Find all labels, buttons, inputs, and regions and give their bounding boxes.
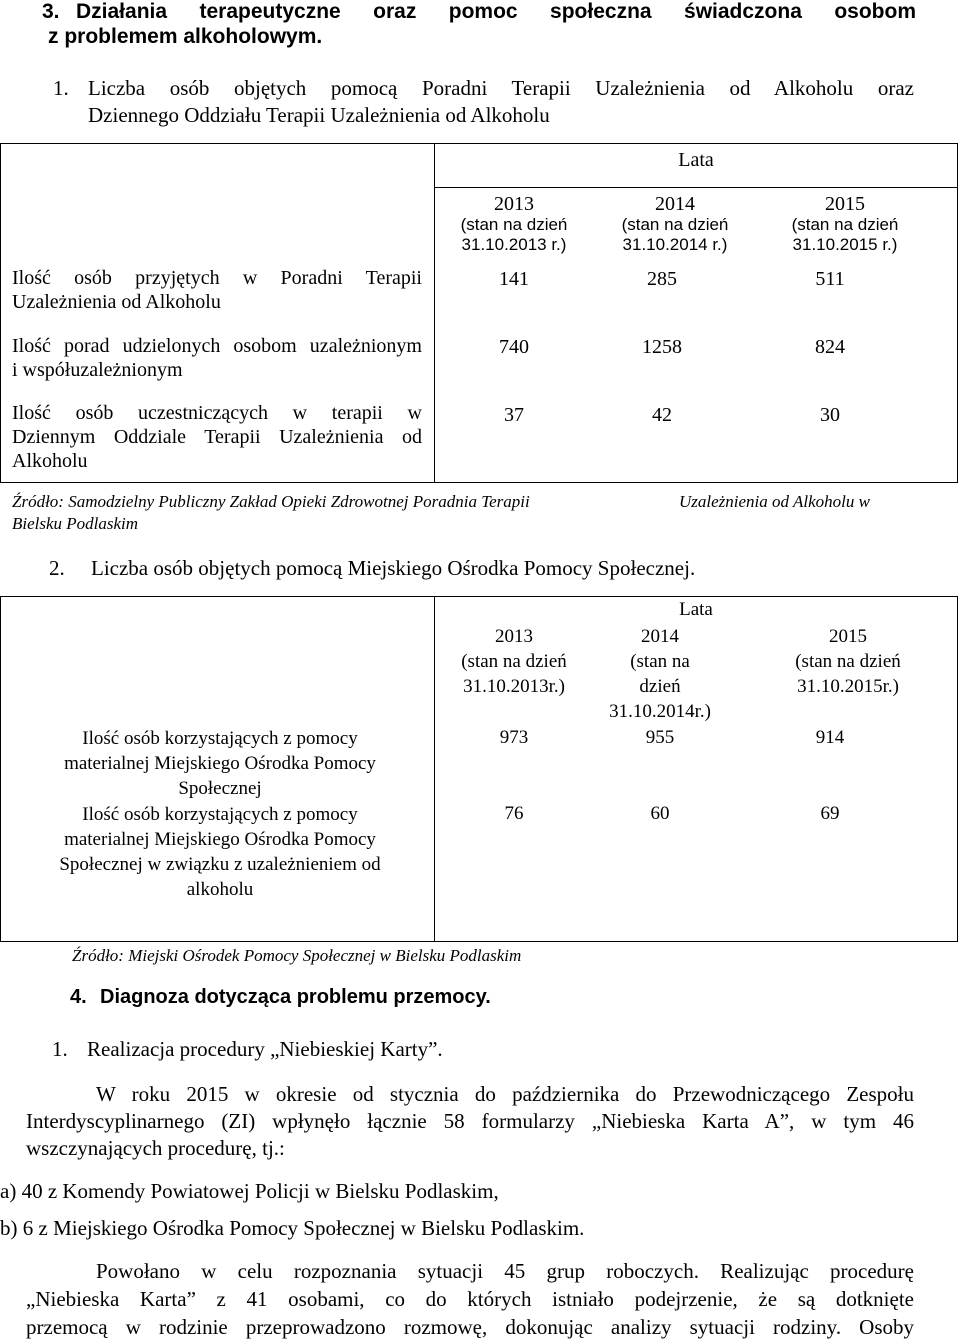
- list-item-b: b) 6 z Miejskiego Ośrodka Pomocy Społecznej w Bielsku Podlaskim.: [0, 1216, 585, 1240]
- label-line: Ilość osób uczestniczących w terapii w: [12, 402, 422, 424]
- year-stan: (stan na dzień: [791, 215, 899, 234]
- table2-row2-2015: 69: [820, 803, 840, 824]
- table1-row1-2014: 285: [647, 268, 677, 290]
- table2-row1-label: [10, 726, 430, 801]
- year-label: 2015: [825, 193, 865, 215]
- section-4-sub-number: 1.: [52, 1037, 68, 1061]
- label-line: Ilość osób korzystających z pomocy: [82, 728, 358, 749]
- year-line: 2014: [641, 626, 679, 647]
- table1-caption-number: 1.: [53, 76, 69, 100]
- section-4-title: Diagnoza dotycząca problemu przemocy.: [100, 986, 491, 1008]
- paragraph-1: [26, 1081, 914, 1162]
- section-3-heading: [42, 0, 916, 24]
- section-4-sub-title: Realizacja procedury „Niebieskiej Karty”.: [87, 1037, 443, 1061]
- year-date: 31.10.2015 r.): [792, 235, 898, 254]
- table2-row1-2013: 973: [499, 727, 529, 748]
- table1-year-2013: [444, 193, 584, 255]
- year-line: 31.10.2015r.): [797, 676, 899, 697]
- year-line: (stan na dzień: [795, 651, 901, 672]
- year-line: 31.10.2014r.): [609, 701, 711, 722]
- table1-row3-label: [12, 401, 422, 473]
- year-stan: (stan na dzień: [621, 215, 729, 234]
- table1-row2-2013: 740: [499, 336, 529, 358]
- table1-lata-header: Lata: [678, 149, 714, 171]
- para-line: przemocą w rodzinie przeprowadzono rozmowę, dokonując analizy sytuacji rodziny. Osoby: [26, 1315, 914, 1339]
- year-line: (stan na: [630, 651, 690, 672]
- table1-row2-2014: 1258: [642, 336, 682, 358]
- table1-year-2014: [600, 193, 750, 255]
- table2-caption-number: 2.: [49, 556, 65, 580]
- table2-row2-label: [10, 802, 430, 902]
- table1-caption-line1: Liczba osób objętych pomocą Poradni Terapii Uzależnienia od Alkoholu oraz: [88, 76, 914, 100]
- para-line: wszczynających procedurę, tj.:: [26, 1136, 285, 1160]
- table1-row1-2015: 511: [815, 268, 845, 290]
- table1-year-2015: [770, 193, 920, 255]
- table2-row2-2014: 60: [650, 803, 670, 824]
- section-3-number: 3.: [42, 0, 60, 23]
- paragraph-2: [26, 1257, 914, 1341]
- list-item-a: a) 40 z Komendy Powiatowej Policji w Bielsku Podlaskim,: [0, 1179, 499, 1203]
- table1-row1-2013: 141: [499, 268, 529, 290]
- label-line: Społecznej w związku z uzależnieniem od: [59, 854, 381, 875]
- year-label: 2014: [655, 193, 695, 215]
- table1-row2-2015: 824: [815, 336, 845, 358]
- table2-row2-2013: 76: [504, 803, 524, 824]
- year-line: 31.10.2013r.): [463, 676, 565, 697]
- para-line: „Niebieska Karta” z 41 osobami, co do których istniało podejrzenie, że są dotknięte: [26, 1287, 914, 1311]
- table2-year-2013: [444, 624, 584, 699]
- label-line: Uzależnienia od Alkoholu: [12, 291, 221, 313]
- label-line: i współuzależnionym: [12, 359, 183, 381]
- label-line: materialnej Miejskiego Ośrodka Pomocy: [64, 753, 376, 774]
- table1-row3-2015: 30: [820, 404, 840, 426]
- para-line: W roku 2015 w okresie od stycznia do października do Przewodniczącego Zespołu: [96, 1082, 914, 1106]
- label-line: Dziennym Oddziale Terapii Uzależnienia od: [12, 426, 422, 448]
- table1-source-line1: Źródło: Samodzielny Publiczny Zakład Opieki Zdrowotnej Poradnia Terapii: [12, 492, 530, 511]
- para-line: Powołano w celu rozpoznania sytuacji 45 grup roboczych. Realizując procedurę: [96, 1259, 914, 1283]
- table1-caption-line2: Dziennego Oddziału Terapii Uzależnienia od Alkoholu: [88, 103, 550, 127]
- table2-row1-2014: 955: [645, 727, 675, 748]
- label-line: Społecznej: [178, 778, 262, 799]
- table2-source: Źródło: Miejski Ośrodek Pomocy Społecznej w Bielsku Podlaskim: [72, 946, 522, 965]
- section-3-title-line1: Działania terapeutyczne oraz pomoc społeczna świadczona osobom: [76, 0, 916, 23]
- label-line: Ilość osób korzystających z pomocy: [82, 804, 358, 825]
- table1-row2-label: [12, 334, 422, 382]
- year-date: 31.10.2013 r.): [461, 235, 567, 254]
- table2-lata-header: Lata: [679, 599, 713, 620]
- year-line: (stan na dzień: [461, 651, 567, 672]
- table2-year-2015: [768, 624, 928, 699]
- year-stan: (stan na dzień: [460, 215, 568, 234]
- label-line: alkoholu: [186, 879, 254, 900]
- table1-row1-label: [12, 266, 422, 314]
- table2-caption: Liczba osób objętych pomocą Miejskiego Ośrodka Pomocy Społecznej.: [91, 556, 696, 580]
- label-line: Alkoholu: [12, 450, 88, 472]
- table2-row1-2015: 914: [815, 727, 845, 748]
- year-line: 2015: [829, 626, 867, 647]
- table1-source-line2: Bielsku Podlaskim: [12, 514, 139, 533]
- year-date: 31.10.2014 r.): [622, 235, 728, 254]
- table1-source-line1b: Uzależnienia od Alkoholu w: [679, 492, 870, 511]
- year-line: dzień: [639, 676, 681, 697]
- label-line: materialnej Miejskiego Ośrodka Pomocy: [64, 829, 376, 850]
- label-line: Ilość osób przyjętych w Poradni Terapii: [12, 267, 422, 289]
- table1-row3-2014: 42: [652, 404, 672, 426]
- table1-row3-2013: 37: [504, 404, 524, 426]
- para-line: Interdyscyplinarnego (ZI) wpłynęło łącznie 58 formularzy „Niebieska Karta A”, w tym 46: [26, 1109, 914, 1133]
- label-line: Ilość porad udzielonych osobom uzależnionym: [12, 335, 422, 357]
- section-3-title-line2: z problemem alkoholowym.: [48, 25, 323, 48]
- section-4-number: 4.: [70, 986, 87, 1008]
- year-line: 2013: [495, 626, 533, 647]
- year-label: 2013: [494, 193, 534, 215]
- table2-year-2014: [590, 624, 730, 724]
